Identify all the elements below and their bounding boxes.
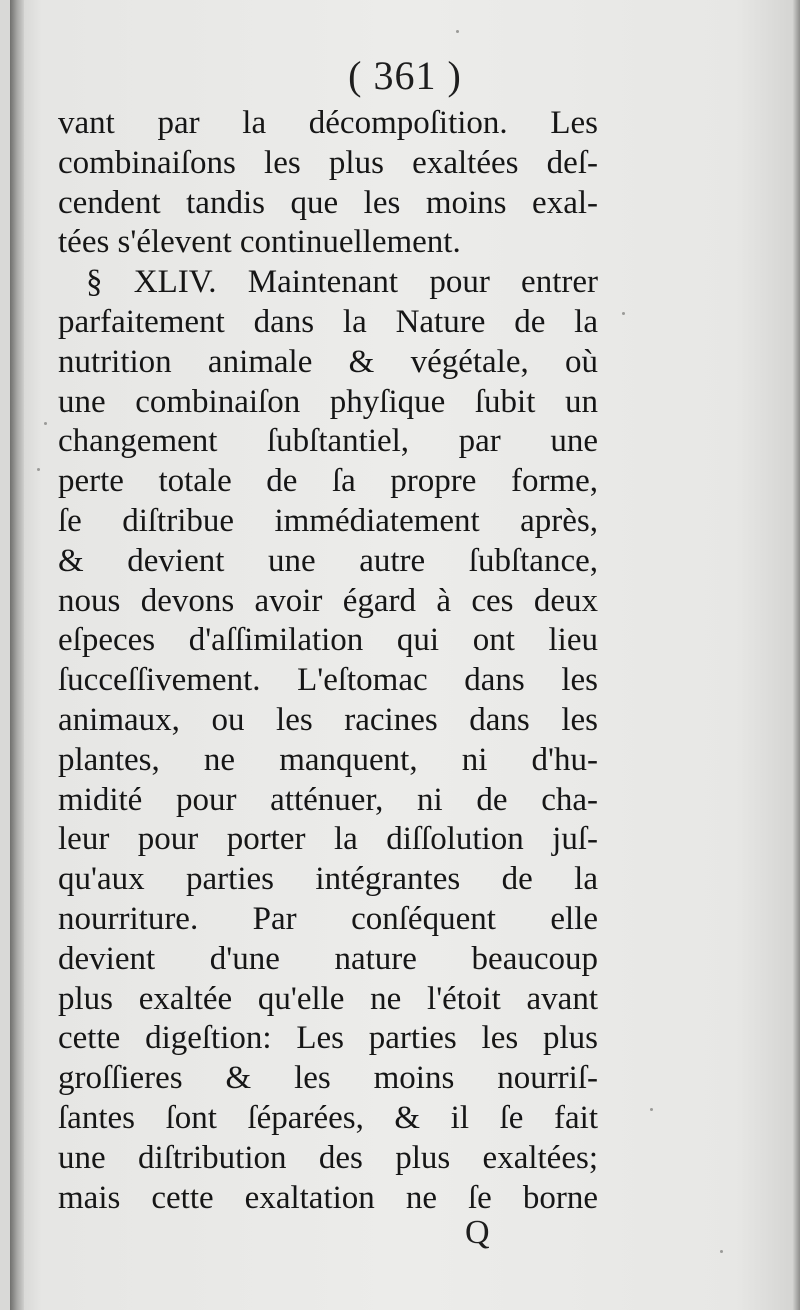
text-line: vant par la décompoſition. Les xyxy=(58,105,598,141)
text-line: eſpeces d'aſſimilation qui ont lieu xyxy=(58,622,598,659)
text-line: parfaitement dans la Nature de la xyxy=(58,303,598,340)
text-line: qu'aux parties intégrantes de la xyxy=(58,861,598,898)
text-line: ſe diſtribue immédiatement après, xyxy=(58,502,598,539)
text-line: cendent tandis que les moins exal- xyxy=(58,184,598,221)
text-line: groſſieres & les moins nourriſ- xyxy=(58,1060,598,1097)
paper-speck xyxy=(456,30,459,33)
text-line: combinaiſons les plus exaltées deſ- xyxy=(58,144,598,181)
page-number: ( 361 ) xyxy=(348,53,462,98)
text-line: cette digeſtion: Les parties les plus xyxy=(58,1020,598,1057)
text-line: midité pour atténuer, ni de cha- xyxy=(58,781,598,818)
text-line: nutrition animale & végétale, où xyxy=(58,343,598,380)
text-line: nourriture. Par conſéquent elle xyxy=(58,900,598,937)
book-page xyxy=(10,0,800,1310)
body-text xyxy=(58,104,598,1218)
catchword: Q xyxy=(465,1214,490,1251)
paper-speck xyxy=(44,422,47,425)
text-line: plus exaltée qu'elle ne l'étoit avant xyxy=(58,980,598,1017)
paper-speck xyxy=(650,1108,653,1111)
text-line: § XLIV. Maintenant pour entrer xyxy=(86,264,598,301)
text-line: tées s'élevent continuellement. xyxy=(58,224,461,261)
text-line: devient d'une nature beaucoup xyxy=(58,940,598,977)
text-line: perte totale de ſa propre forme, xyxy=(58,463,598,500)
text-line: plantes, ne manquent, ni d'hu- xyxy=(58,741,598,778)
text-line: ſantes ſont ſéparées, & il ſe fait xyxy=(58,1099,598,1136)
page-gutter xyxy=(10,0,24,1310)
text-line: leur pour porter la diſſolution juſ- xyxy=(58,821,598,858)
paper-speck xyxy=(37,468,40,471)
text-line: animaux, ou les racines dans les xyxy=(58,701,598,738)
page-edge xyxy=(792,0,800,1310)
paper-speck xyxy=(622,312,625,315)
text-line: changement ſubſtantiel, par une xyxy=(58,423,598,460)
text-line: & devient une autre ſubſtance, xyxy=(58,542,598,579)
text-line: nous devons avoir égard à ces deux xyxy=(58,582,598,619)
text-line: ſucceſſivement. L'eſtomac dans les xyxy=(58,662,598,699)
paper-speck xyxy=(720,1250,723,1253)
text-line: mais cette exaltation ne ſe borne xyxy=(58,1179,598,1216)
text-line: une diſtribution des plus exaltées; xyxy=(58,1139,598,1176)
text-line: une combinaiſon phyſique ſubit un xyxy=(58,383,598,420)
